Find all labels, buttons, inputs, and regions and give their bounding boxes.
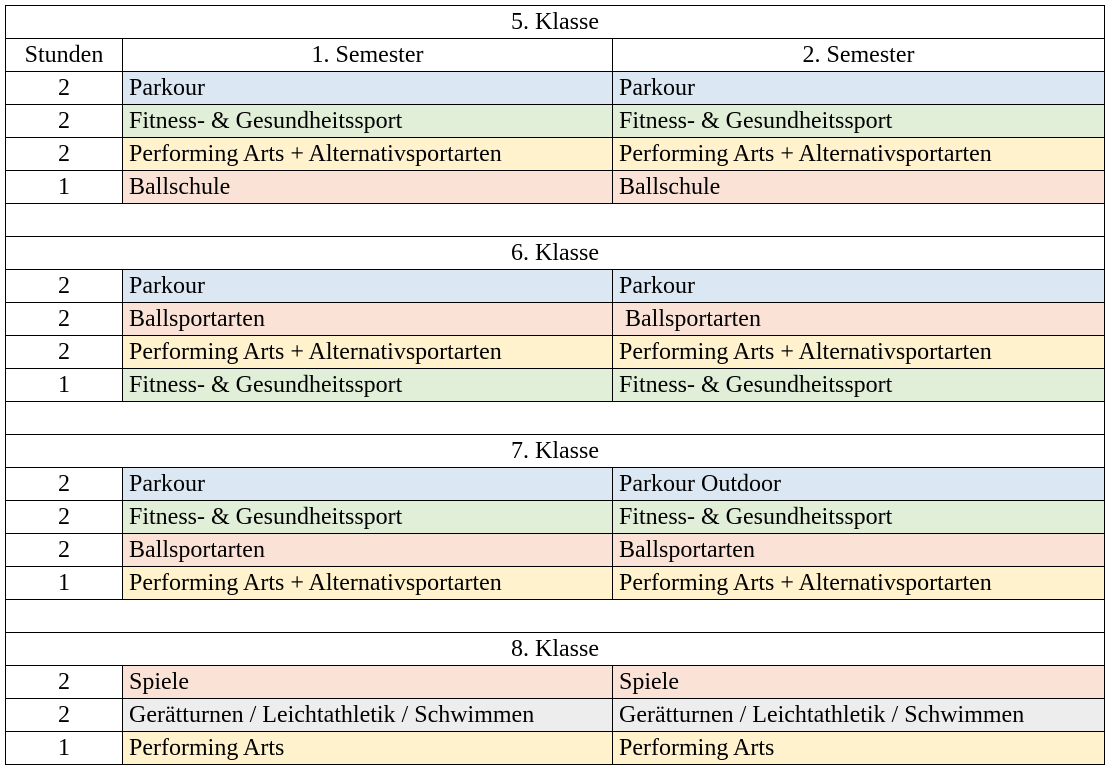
table-row bbox=[6, 534, 1105, 567]
spacer-row bbox=[6, 204, 1105, 237]
semester-1-activity: Performing Arts + Alternativsportarten bbox=[123, 336, 613, 369]
table-row bbox=[6, 501, 1105, 534]
grade-title-row bbox=[6, 435, 1105, 468]
semester-2-activity: Fitness- & Gesundheitssport bbox=[613, 105, 1105, 138]
semester-2-activity: Fitness- & Gesundheitssport bbox=[613, 501, 1105, 534]
semester-2-activity: Parkour Outdoor bbox=[613, 468, 1105, 501]
table-row bbox=[6, 732, 1105, 765]
semester-1-header: 1. Semester bbox=[123, 39, 613, 72]
table-row bbox=[6, 699, 1105, 732]
table-row bbox=[6, 336, 1105, 369]
hours-cell: 2 bbox=[6, 303, 123, 336]
semester-1-activity: Parkour bbox=[123, 72, 613, 105]
hours-cell: 1 bbox=[6, 567, 123, 600]
hours-cell: 2 bbox=[6, 138, 123, 171]
hours-cell: 2 bbox=[6, 666, 123, 699]
grade-title-row bbox=[6, 237, 1105, 270]
semester-1-activity: Ballsportarten bbox=[123, 534, 613, 567]
table-row bbox=[6, 171, 1105, 204]
hours-cell: 2 bbox=[6, 72, 123, 105]
hours-cell: 2 bbox=[6, 105, 123, 138]
semester-1-activity: Ballschule bbox=[123, 171, 613, 204]
semester-2-activity: Performing Arts + Alternativsportarten bbox=[613, 567, 1105, 600]
semester-1-activity: Performing Arts bbox=[123, 732, 613, 765]
semester-2-activity: Parkour bbox=[613, 270, 1105, 303]
table-row bbox=[6, 468, 1105, 501]
semester-1-activity: Gerätturnen / Leichtathletik / Schwimmen bbox=[123, 699, 613, 732]
schedule-body bbox=[6, 6, 1105, 765]
semester-2-activity: Parkour bbox=[613, 72, 1105, 105]
sport-schedule-table bbox=[5, 5, 1105, 765]
semester-1-activity: Fitness- & Gesundheitssport bbox=[123, 501, 613, 534]
semester-2-header: 2. Semester bbox=[613, 39, 1105, 72]
semester-1-activity: Parkour bbox=[123, 468, 613, 501]
spacer-cell bbox=[6, 204, 1105, 237]
semester-1-activity: Performing Arts + Alternativsportarten bbox=[123, 567, 613, 600]
table-row bbox=[6, 303, 1105, 336]
semester-2-activity: Ballsportarten bbox=[613, 303, 1105, 336]
semester-1-activity: Fitness- & Gesundheitssport bbox=[123, 105, 613, 138]
semester-1-activity: Ballsportarten bbox=[123, 303, 613, 336]
hours-cell: 2 bbox=[6, 336, 123, 369]
semester-2-activity: Performing Arts bbox=[613, 732, 1105, 765]
table-row bbox=[6, 666, 1105, 699]
semester-1-activity: Spiele bbox=[123, 666, 613, 699]
table-row bbox=[6, 138, 1105, 171]
hours-cell: 1 bbox=[6, 171, 123, 204]
hours-cell: 2 bbox=[6, 270, 123, 303]
spacer-cell bbox=[6, 600, 1105, 633]
semester-2-activity: Gerätturnen / Leichtathletik / Schwimmen bbox=[613, 699, 1105, 732]
table-row bbox=[6, 369, 1105, 402]
grade-title: 7. Klasse bbox=[6, 435, 1105, 468]
spacer-row bbox=[6, 600, 1105, 633]
semester-1-activity: Parkour bbox=[123, 270, 613, 303]
hours-cell: 1 bbox=[6, 369, 123, 402]
semester-2-activity: Performing Arts + Alternativsportarten bbox=[613, 336, 1105, 369]
table-row bbox=[6, 567, 1105, 600]
semester-1-activity: Performing Arts + Alternativsportarten bbox=[123, 138, 613, 171]
grade-title-row bbox=[6, 6, 1105, 39]
table-row bbox=[6, 72, 1105, 105]
semester-2-activity: Spiele bbox=[613, 666, 1105, 699]
grade-title: 6. Klasse bbox=[6, 237, 1105, 270]
grade-title: 8. Klasse bbox=[6, 633, 1105, 666]
semester-2-activity: Performing Arts + Alternativsportarten bbox=[613, 138, 1105, 171]
semester-2-activity: Ballsportarten bbox=[613, 534, 1105, 567]
hours-cell: 1 bbox=[6, 732, 123, 765]
table-row bbox=[6, 105, 1105, 138]
semester-2-activity: Ballschule bbox=[613, 171, 1105, 204]
semester-1-activity: Fitness- & Gesundheitssport bbox=[123, 369, 613, 402]
hours-cell: 2 bbox=[6, 699, 123, 732]
hours-cell: 2 bbox=[6, 534, 123, 567]
grade-title-row bbox=[6, 633, 1105, 666]
hours-cell: 2 bbox=[6, 501, 123, 534]
grade-title: 5. Klasse bbox=[6, 6, 1105, 39]
column-header-row bbox=[6, 39, 1105, 72]
semester-2-activity: Fitness- & Gesundheitssport bbox=[613, 369, 1105, 402]
spacer-row bbox=[6, 402, 1105, 435]
spacer-cell bbox=[6, 402, 1105, 435]
table-row bbox=[6, 270, 1105, 303]
hours-cell: 2 bbox=[6, 468, 123, 501]
hours-header: Stunden bbox=[6, 39, 123, 72]
